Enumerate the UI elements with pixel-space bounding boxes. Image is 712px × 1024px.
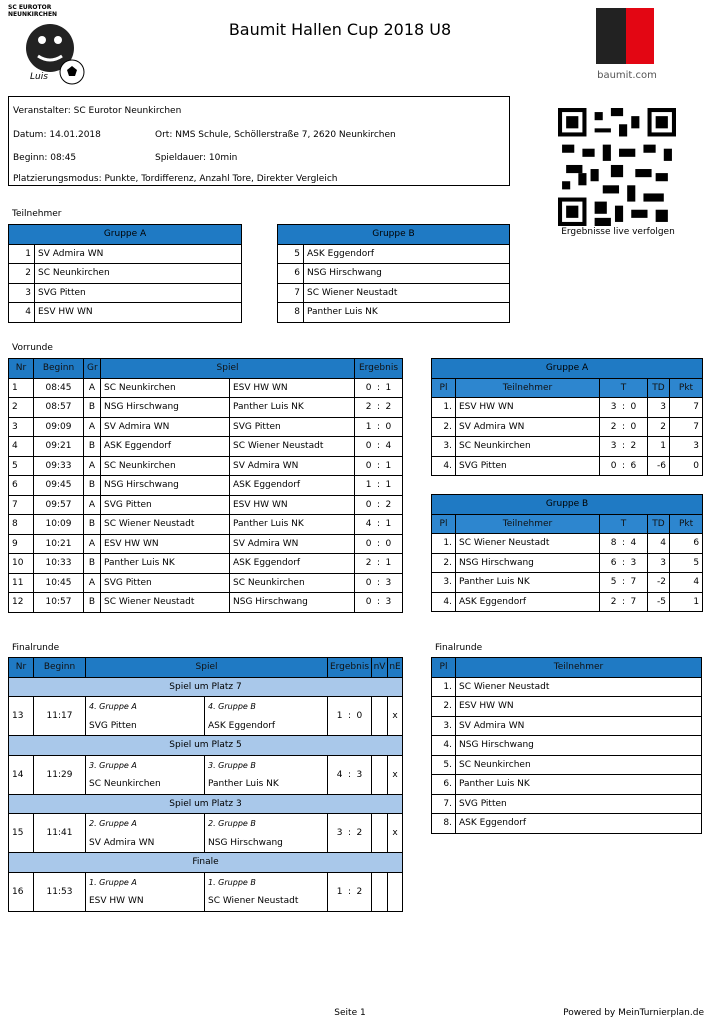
- table-row: 6. Panther Luis NK: [432, 775, 702, 795]
- table-row: 16 11:53 1. Gruppe A 1. Gruppe B 1 : 2: [9, 872, 403, 892]
- table-row: 3 09:09 A SV Admira WN SVG Pitten 1 : 0: [9, 417, 403, 437]
- qr-code[interactable]: [558, 108, 676, 226]
- table-row: 8 10:09 B SC Wiener Neustadt Panther Luis NK 4 : 1: [9, 515, 403, 535]
- gruppe-b-title: Gruppe B: [278, 225, 510, 245]
- col-spiel: Spiel: [101, 359, 355, 379]
- table-row: 2. SV Admira WN 2 : 0 2 7: [432, 417, 703, 437]
- list-item: 6 NSG Hirschwang: [278, 264, 510, 284]
- col-beginn: Beginn: [34, 658, 86, 678]
- table-row: 3. SV Admira WN: [432, 716, 702, 736]
- table-row: ESV HW WN SC Wiener Neustadt: [9, 892, 403, 912]
- col-nr: Nr: [9, 359, 34, 379]
- info-ort: Ort: NMS Schule, Schöllerstraße 7, 2620 Neunkirchen: [155, 130, 396, 140]
- powered-by-link[interactable]: Powered by MeinTurnierplan.de: [563, 1008, 704, 1018]
- table-row: 2. NSG Hirschwang 6 : 3 3 5: [432, 553, 703, 573]
- endstand-label: Finalrunde: [435, 643, 483, 653]
- col-pl: Pl: [432, 658, 456, 678]
- col-t: T: [600, 514, 648, 534]
- col-ergebnis: Ergebnis: [328, 658, 372, 678]
- col-pl: Pl: [432, 378, 456, 398]
- vorrunde-table: [8, 358, 403, 613]
- table-row: 4. ASK Eggendorf 2 : 7 -5 1: [432, 592, 703, 612]
- table-row: 15 11:41 2. Gruppe A 2. Gruppe B 3 : 2 x: [9, 814, 403, 834]
- table-row: 2. ESV HW WN: [432, 697, 702, 717]
- table-row: 5. SC Neunkirchen: [432, 755, 702, 775]
- qr-caption: Ergebnisse live verfolgen: [561, 227, 675, 237]
- table-row: 9 10:21 A ESV HW WN SV Admira WN 0 : 0: [9, 534, 403, 554]
- list-item: 4 ESV HW WN: [9, 303, 242, 323]
- teilnehmer-label: Teilnehmer: [12, 209, 62, 219]
- col-pl: Pl: [432, 514, 456, 534]
- club-logo-text: SC EUROTOR NEUNKIRCHEN: [8, 4, 58, 18]
- finalrunde-table: [8, 657, 403, 912]
- qr-code-graphic: [558, 108, 676, 226]
- table-row: 1. SC Wiener Neustadt: [432, 677, 702, 697]
- table-row: 3. Panther Luis NK 5 : 7 -2 4: [432, 573, 703, 593]
- vorrunde-label: Vorrunde: [12, 343, 53, 353]
- table-row: 12 10:57 B SC Wiener Neustadt NSG Hirschwang 0 : 3: [9, 593, 403, 613]
- teilnehmer-gruppe-a: [8, 224, 242, 323]
- tabelle-gruppe-b: [431, 494, 703, 612]
- page-number: Seite 1: [334, 1008, 366, 1018]
- info-spieldauer: Spieldauer: 10min: [155, 153, 238, 163]
- info-modus: Platzierungsmodus: Punkte, Tordifferenz, Anzahl Tore, Direkter Vergleich: [13, 174, 338, 184]
- list-item: 5 ASK Eggendorf: [278, 244, 510, 264]
- table-row: 1 08:45 A SC Neunkirchen ESV HW WN 0 : 1: [9, 378, 403, 398]
- page-title: Baumit Hallen Cup 2018 U8: [228, 20, 452, 39]
- finalrunde-label: Finalrunde: [12, 643, 60, 653]
- list-item: 2 SC Neunkirchen: [9, 264, 242, 284]
- teilnehmer-gruppe-b: [277, 224, 510, 323]
- list-item: 8 Panther Luis NK: [278, 303, 510, 323]
- final-section-title: Spiel um Platz 3: [9, 794, 403, 814]
- col-spiel: Spiel: [86, 658, 328, 678]
- col-pkt: Pkt: [670, 514, 703, 534]
- info-beginn: Beginn: 08:45: [13, 153, 77, 163]
- table-row: 4. SVG Pitten 0 : 6 -6 0: [432, 456, 703, 476]
- table-row: 8. ASK Eggendorf: [432, 814, 702, 834]
- info-datum: Datum: 14.01.2018: [13, 130, 101, 140]
- col-ergebnis: Ergebnis: [355, 359, 403, 379]
- table-row: SV Admira WN NSG Hirschwang: [9, 833, 403, 853]
- col-team: Teilnehmer: [456, 658, 702, 678]
- table-row: 7 09:57 A SVG Pitten ESV HW WN 0 : 2: [9, 495, 403, 515]
- table-row: 5 09:33 A SC Neunkirchen SV Admira WN 0 : 1: [9, 456, 403, 476]
- club-logo: [8, 4, 90, 90]
- table-row: SVG Pitten ASK Eggendorf: [9, 716, 403, 736]
- table-row: 2 08:57 B NSG Hirschwang Panther Luis NK 2 : 2: [9, 398, 403, 418]
- sponsor-logo-red: [626, 8, 654, 64]
- table-row: 1. ESV HW WN 3 : 0 3 7: [432, 398, 703, 418]
- col-gr: Gr: [84, 359, 101, 379]
- sponsor-logo: [592, 8, 662, 68]
- gruppe-a-title: Gruppe A: [9, 225, 242, 245]
- table-row: 4 09:21 B ASK Eggendorf SC Wiener Neustadt 0 : 4: [9, 437, 403, 457]
- sponsor-logo-mark: [596, 8, 626, 64]
- final-section-title: Finale: [9, 853, 403, 873]
- tabelle-b-title: Gruppe B: [432, 495, 703, 515]
- info-veranstalter: Veranstalter: SC Eurotor Neunkirchen: [13, 106, 182, 116]
- col-td: TD: [648, 378, 670, 398]
- table-row: 14 11:29 3. Gruppe A 3. Gruppe B 4 : 3 x: [9, 755, 403, 775]
- tabelle-a-title: Gruppe A: [432, 359, 703, 379]
- table-row: SC Neunkirchen Panther Luis NK: [9, 775, 403, 795]
- table-row: 6 09:45 B NSG Hirschwang ASK Eggendorf 1 : 1: [9, 476, 403, 496]
- col-nr: Nr: [9, 658, 34, 678]
- tabelle-gruppe-a: [431, 358, 703, 476]
- col-team: Teilnehmer: [456, 514, 600, 534]
- list-item: 7 SC Wiener Neustadt: [278, 283, 510, 303]
- col-ne: nE: [388, 658, 403, 678]
- col-t: T: [600, 378, 648, 398]
- col-nv: nV: [372, 658, 388, 678]
- table-row: 7. SVG Pitten: [432, 794, 702, 814]
- table-row: 4. NSG Hirschwang: [432, 736, 702, 756]
- list-item: 1 SV Admira WN: [9, 244, 242, 264]
- tournament-info: [8, 96, 510, 186]
- sponsor-url: baumit.com: [597, 70, 657, 81]
- col-pkt: Pkt: [670, 378, 703, 398]
- endstand-table: [431, 657, 702, 834]
- list-item: 3 SVG Pitten: [9, 283, 242, 303]
- final-section-title: Spiel um Platz 7: [9, 677, 403, 697]
- col-beginn: Beginn: [34, 359, 84, 379]
- col-team: Teilnehmer: [456, 378, 600, 398]
- table-row: 10 10:33 B Panther Luis NK ASK Eggendorf 2 : 1: [9, 554, 403, 574]
- table-row: 3. SC Neunkirchen 3 : 2 1 3: [432, 437, 703, 457]
- final-section-title: Spiel um Platz 5: [9, 736, 403, 756]
- table-row: 13 11:17 4. Gruppe A 4. Gruppe B 1 : 0 x: [9, 697, 403, 717]
- table-row: 11 10:45 A SVG Pitten SC Neunkirchen 0 : 3: [9, 573, 403, 593]
- col-td: TD: [648, 514, 670, 534]
- club-logo-sub: Luis: [30, 72, 48, 82]
- table-row: 1. SC Wiener Neustadt 8 : 4 4 6: [432, 534, 703, 554]
